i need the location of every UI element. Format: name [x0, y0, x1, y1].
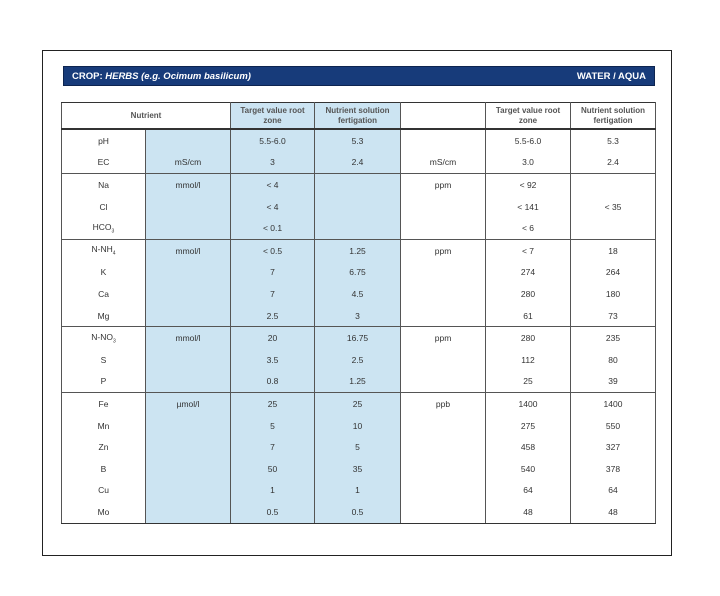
cell-solution: 16.75 [315, 327, 401, 349]
table-row [62, 174, 656, 196]
table-row [62, 436, 656, 458]
cell-target: 0.8 [231, 371, 315, 393]
cell-solution [315, 174, 401, 196]
cell-unit-2: mS/cm [401, 152, 486, 174]
header-blank [401, 103, 486, 130]
cell-unit-2 [401, 349, 486, 371]
cell-solution: 25 [315, 393, 401, 415]
cell-target: < 0.5 [231, 239, 315, 261]
cell-unit: mmol/l [146, 174, 231, 196]
cell-solution-2: 378 [571, 458, 656, 480]
cell-unit-2: ppm [401, 239, 486, 261]
cell-solution: 2.4 [315, 152, 401, 174]
cell-unit [146, 458, 231, 480]
cell-unit: mmol/l [146, 327, 231, 349]
cell-nutrient: K [62, 262, 146, 284]
cell-solution-2 [571, 217, 656, 239]
table-row [62, 262, 656, 284]
table-body [62, 129, 656, 523]
cell-nutrient: Zn [62, 436, 146, 458]
cell-target: < 0.1 [231, 217, 315, 239]
cell-unit-2 [401, 129, 486, 152]
cell-nutrient: $N-NO_3$ [62, 327, 146, 349]
cell-target-2: 274 [486, 262, 571, 284]
cell-unit [146, 480, 231, 502]
cell-solution: 10 [315, 415, 401, 437]
cell-target-2: < 6 [486, 217, 571, 239]
table-row [62, 283, 656, 305]
cell-target: 1 [231, 480, 315, 502]
cell-nutrient: Na [62, 174, 146, 196]
cell-solution: 1 [315, 480, 401, 502]
cell-unit-2: ppm [401, 174, 486, 196]
cell-unit: µmol/l [146, 393, 231, 415]
table-row [62, 327, 656, 349]
cell-unit [146, 262, 231, 284]
cell-target-2: 1400 [486, 393, 571, 415]
cell-solution-2: 5.3 [571, 129, 656, 152]
crop-name: HERBS (e.g. Ocimum basilicum) [105, 70, 251, 82]
cell-solution-2: 48 [571, 501, 656, 523]
cell-nutrient: Mo [62, 501, 146, 523]
table-row [62, 349, 656, 371]
cell-solution-2: 39 [571, 371, 656, 393]
cell-target: 25 [231, 393, 315, 415]
cell-unit-2 [401, 480, 486, 502]
cell-target-2: 3.0 [486, 152, 571, 174]
cell-target: 50 [231, 458, 315, 480]
cell-solution [315, 217, 401, 239]
cell-target-2: 275 [486, 415, 571, 437]
cell-target: 0.5 [231, 501, 315, 523]
cell-solution-2: 64 [571, 480, 656, 502]
cell-solution: 1.25 [315, 371, 401, 393]
cell-solution-2: 235 [571, 327, 656, 349]
cell-target: < 4 [231, 196, 315, 218]
cell-unit: mS/cm [146, 152, 231, 174]
cell-solution: 35 [315, 458, 401, 480]
cell-unit-2: ppm [401, 327, 486, 349]
cell-nutrient: Mn [62, 415, 146, 437]
cell-solution: 1.25 [315, 239, 401, 261]
crop-title [72, 71, 251, 82]
table-row [62, 239, 656, 261]
cell-solution-2 [571, 174, 656, 196]
cell-unit [146, 415, 231, 437]
cell-target-2: < 92 [486, 174, 571, 196]
table-row [62, 152, 656, 174]
cell-target: < 4 [231, 174, 315, 196]
table-row [62, 217, 656, 239]
cell-target: 5 [231, 415, 315, 437]
header-solution-2: Nutrient solution fertigation [571, 103, 656, 130]
cell-nutrient: S [62, 349, 146, 371]
cell-unit-2 [401, 415, 486, 437]
table-row [62, 415, 656, 437]
cell-target-2: 280 [486, 327, 571, 349]
table-row [62, 305, 656, 327]
cell-unit-2 [401, 196, 486, 218]
cell-target-2: 280 [486, 283, 571, 305]
cell-unit [146, 349, 231, 371]
cell-target: 2.5 [231, 305, 315, 327]
cell-solution-2: 80 [571, 349, 656, 371]
cell-target-2: 64 [486, 480, 571, 502]
cell-solution: 2.5 [315, 349, 401, 371]
cell-target-2: 540 [486, 458, 571, 480]
table-row [62, 480, 656, 502]
nutrient-table [61, 102, 656, 524]
cell-solution-2: < 35 [571, 196, 656, 218]
cell-solution: 5 [315, 436, 401, 458]
cell-target-2: 61 [486, 305, 571, 327]
cell-target: 7 [231, 436, 315, 458]
cell-target-2: 5.5-6.0 [486, 129, 571, 152]
cell-unit-2 [401, 501, 486, 523]
cell-unit: mmol/l [146, 239, 231, 261]
cell-nutrient: $HCO_3$ [62, 217, 146, 239]
table-row [62, 129, 656, 152]
cell-unit [146, 217, 231, 239]
cell-solution: 0.5 [315, 501, 401, 523]
cell-solution-2: 264 [571, 262, 656, 284]
cell-target-2: < 7 [486, 239, 571, 261]
cell-target: 20 [231, 327, 315, 349]
cell-target-2: 48 [486, 501, 571, 523]
cell-target: 7 [231, 283, 315, 305]
cell-solution: 4.5 [315, 283, 401, 305]
cell-solution-2: 2.4 [571, 152, 656, 174]
cell-nutrient: B [62, 458, 146, 480]
cell-nutrient: P [62, 371, 146, 393]
cell-unit-2 [401, 305, 486, 327]
table-row [62, 458, 656, 480]
crop-banner [63, 66, 655, 86]
cell-unit-2 [401, 262, 486, 284]
table-header-row [62, 103, 656, 130]
cell-unit [146, 283, 231, 305]
cell-unit [146, 129, 231, 152]
cell-target-2: < 141 [486, 196, 571, 218]
table-row [62, 196, 656, 218]
cell-nutrient: Cl [62, 196, 146, 218]
cell-nutrient: EC [62, 152, 146, 174]
cell-target-2: 112 [486, 349, 571, 371]
water-label: WATER / AQUA [576, 70, 646, 82]
cell-unit [146, 305, 231, 327]
crop-prefix: CROP: [72, 70, 106, 82]
cell-solution-2: 180 [571, 283, 656, 305]
cell-unit-2: ppb [401, 393, 486, 415]
cell-unit-2 [401, 217, 486, 239]
cell-nutrient: Cu [62, 480, 146, 502]
cell-target: 7 [231, 262, 315, 284]
cell-unit-2 [401, 283, 486, 305]
cell-solution: 5.3 [315, 129, 401, 152]
table-row [62, 501, 656, 523]
cell-target: 3.5 [231, 349, 315, 371]
cell-target-2: 458 [486, 436, 571, 458]
cell-unit [146, 196, 231, 218]
cell-unit [146, 371, 231, 393]
cell-nutrient: pH [62, 129, 146, 152]
cell-unit [146, 501, 231, 523]
cell-solution-2: 1400 [571, 393, 656, 415]
cell-nutrient: Fe [62, 393, 146, 415]
cell-target-2: 25 [486, 371, 571, 393]
cell-solution-2: 327 [571, 436, 656, 458]
cell-unit-2 [401, 436, 486, 458]
cell-unit [146, 436, 231, 458]
cell-unit-2 [401, 458, 486, 480]
cell-nutrient: Ca [62, 283, 146, 305]
cell-nutrient: Mg [62, 305, 146, 327]
cell-unit-2 [401, 371, 486, 393]
header-target-2: Target value root zone [486, 103, 571, 130]
cell-solution-2: 550 [571, 415, 656, 437]
cell-solution [315, 196, 401, 218]
document-frame [42, 50, 672, 556]
header-nutrient: Nutrient [62, 103, 231, 130]
table-row [62, 371, 656, 393]
cell-solution-2: 73 [571, 305, 656, 327]
header-target: Target value root zone [231, 103, 315, 130]
header-solution: Nutrient solution fertigation [315, 103, 401, 130]
cell-target: 3 [231, 152, 315, 174]
cell-nutrient: $N-NH_4$ [62, 239, 146, 261]
cell-target: 5.5-6.0 [231, 129, 315, 152]
cell-solution: 3 [315, 305, 401, 327]
cell-solution: 6.75 [315, 262, 401, 284]
cell-solution-2: 18 [571, 239, 656, 261]
table-row [62, 393, 656, 415]
